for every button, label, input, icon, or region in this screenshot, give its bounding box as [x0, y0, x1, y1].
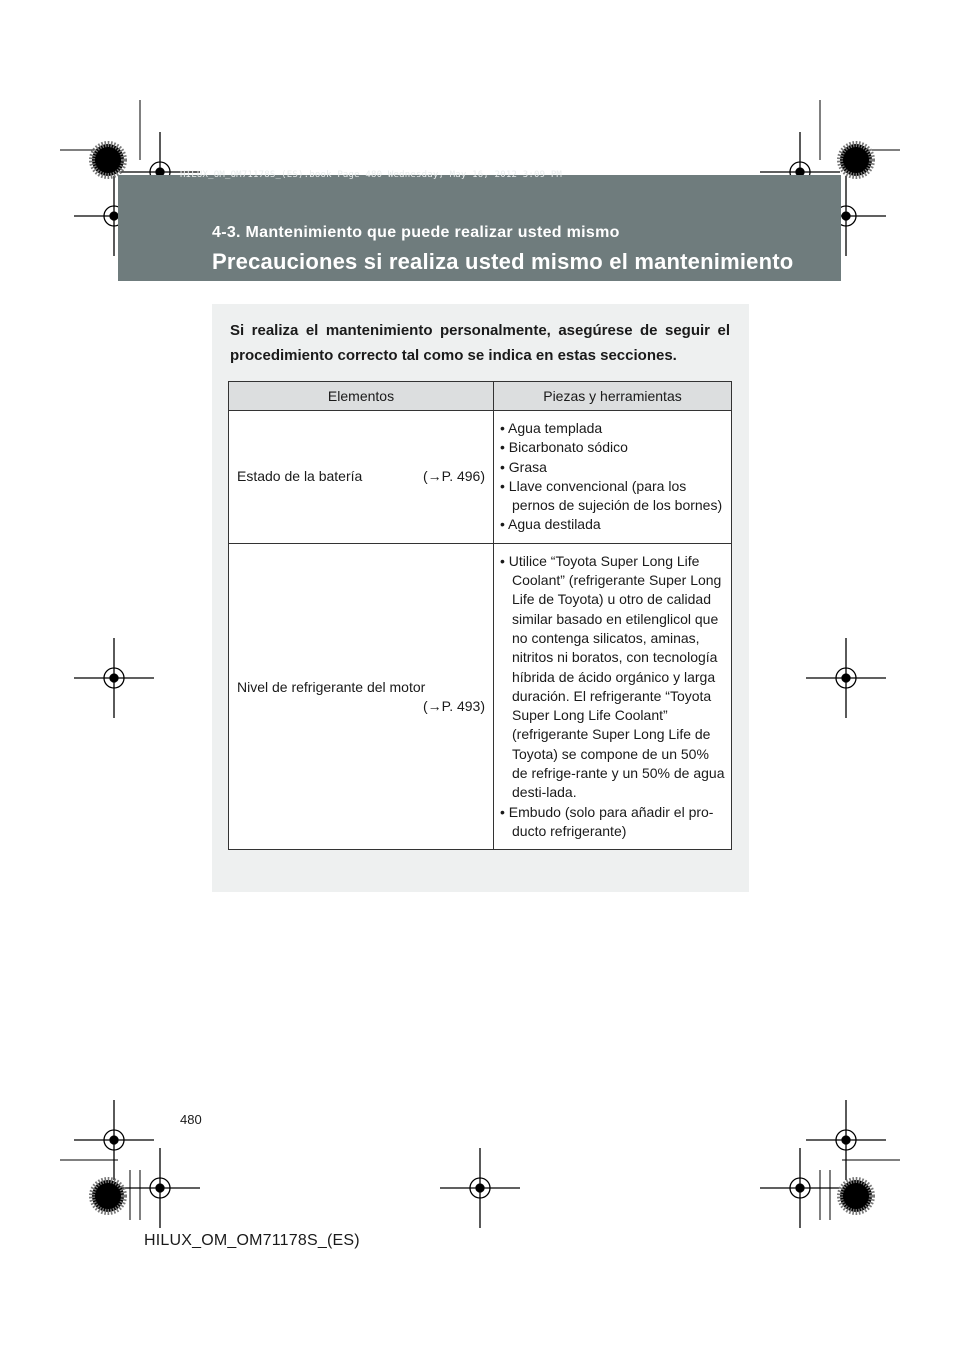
table-row	[229, 543, 732, 849]
list-item: • Utilice “Toyota Super Long Life Coolant” (refrigerante Super Long Life de Toyota) u otro de calidad similar basado en etilenglicol que no contenga silicatos, aminas, nitritos ni boratos, con tecnología híbrida de ácido orgánico y larga duración. El refrigerante “Toyota Super Long Life Coolant” (refrigerante Super Long Life de Toyota) se compone de un 50% de refrige-rante y un 50% de agua desti-lada.	[500, 552, 725, 803]
list-item: • Agua destilada	[500, 515, 725, 534]
element-name: Estado de la batería	[237, 468, 363, 485]
header-piezas: Piezas y herramientas	[494, 382, 732, 411]
parts-cell	[494, 543, 732, 849]
list-item: • Llave convencional (para los pernos de sujeción de los bornes)	[500, 477, 725, 516]
list-item: • Embudo (solo para añadir el pro-ducto refrigerante)	[500, 803, 725, 842]
parts-list	[494, 411, 731, 543]
page-title: Precauciones si realiza usted mismo el mantenimiento	[212, 249, 794, 274]
page-ref: (→P. 496)	[423, 468, 485, 485]
intro-text: Si realiza el mantenimiento personalmente, asegúrese de seguir el procedimiento correcto tal como se indica en estas secciones.	[230, 322, 730, 364]
list-item: • Bicarbonato sódico	[500, 438, 725, 457]
page-number: 480	[180, 1112, 202, 1127]
parts-list	[494, 544, 731, 849]
element-cell	[229, 411, 494, 544]
parts-cell	[494, 411, 732, 544]
header-elementos: Elementos	[229, 382, 494, 411]
table-row	[229, 411, 732, 544]
list-item: • Agua templada	[500, 419, 725, 438]
table-header-row	[229, 382, 732, 411]
section-label: 4-3. Mantenimiento que puede realizar usted mismo	[212, 224, 620, 241]
document-id: HILUX_OM_OM71178S_(ES)	[144, 1232, 360, 1249]
element-cell	[229, 543, 494, 849]
page-ref: (→P. 493)	[423, 697, 485, 714]
element-name: Nivel de refrigerante del motor	[237, 678, 426, 695]
list-item: • Grasa	[500, 458, 725, 477]
book-info: HILUX_OM_OM71178S_(ES).book Page 480 Wednesday, May 16, 2012 3:09 PM	[180, 170, 563, 180]
parts-table	[228, 381, 732, 850]
